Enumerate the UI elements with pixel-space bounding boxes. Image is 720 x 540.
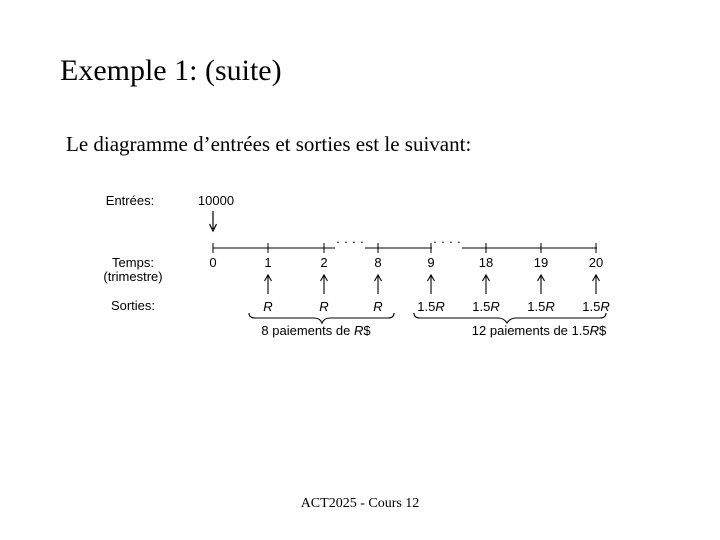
- brace-2: [414, 313, 606, 323]
- time-label: 0: [209, 255, 217, 270]
- time-label: 8: [374, 255, 382, 270]
- payment-label: 1.5R: [417, 299, 445, 314]
- time-label: 18: [478, 255, 494, 270]
- slide-title: Exemple 1: (suite): [60, 54, 282, 87]
- label-sorties: Sorties:: [110, 298, 156, 313]
- brace-2-label: 12 paiements de 1.5R$: [471, 323, 607, 338]
- label-trimestre: (trimestre): [103, 269, 163, 284]
- brace-1: [249, 313, 394, 323]
- slide-footer: ACT2025 - Cours 12: [300, 496, 420, 511]
- payment-label: R: [373, 299, 383, 314]
- time-label: 1: [264, 255, 272, 270]
- payment-label: 1.5R: [582, 299, 610, 314]
- label-entrees: Entrées:: [105, 193, 155, 208]
- payment-label: 1.5R: [472, 299, 500, 314]
- payment-arrows: [265, 275, 600, 294]
- payment-label: R: [263, 299, 273, 314]
- label-temps: Temps:: [112, 255, 154, 270]
- time-label: 2: [320, 255, 328, 270]
- payment-label: R: [319, 299, 329, 314]
- slide-subtitle: Le diagramme d’entrées et sorties est le suivant:: [66, 132, 472, 156]
- payment-label: 1.5R: [527, 299, 555, 314]
- entree-value: 10000: [197, 193, 235, 208]
- brace-1-label: 8 paiements de R$: [261, 323, 371, 338]
- time-label: 9: [427, 255, 435, 270]
- timeline-ellipsis-1: · · · ·: [335, 234, 365, 249]
- time-label: 20: [588, 255, 604, 270]
- timeline-ellipsis-2: · · · ·: [432, 234, 462, 249]
- time-label: 19: [533, 255, 549, 270]
